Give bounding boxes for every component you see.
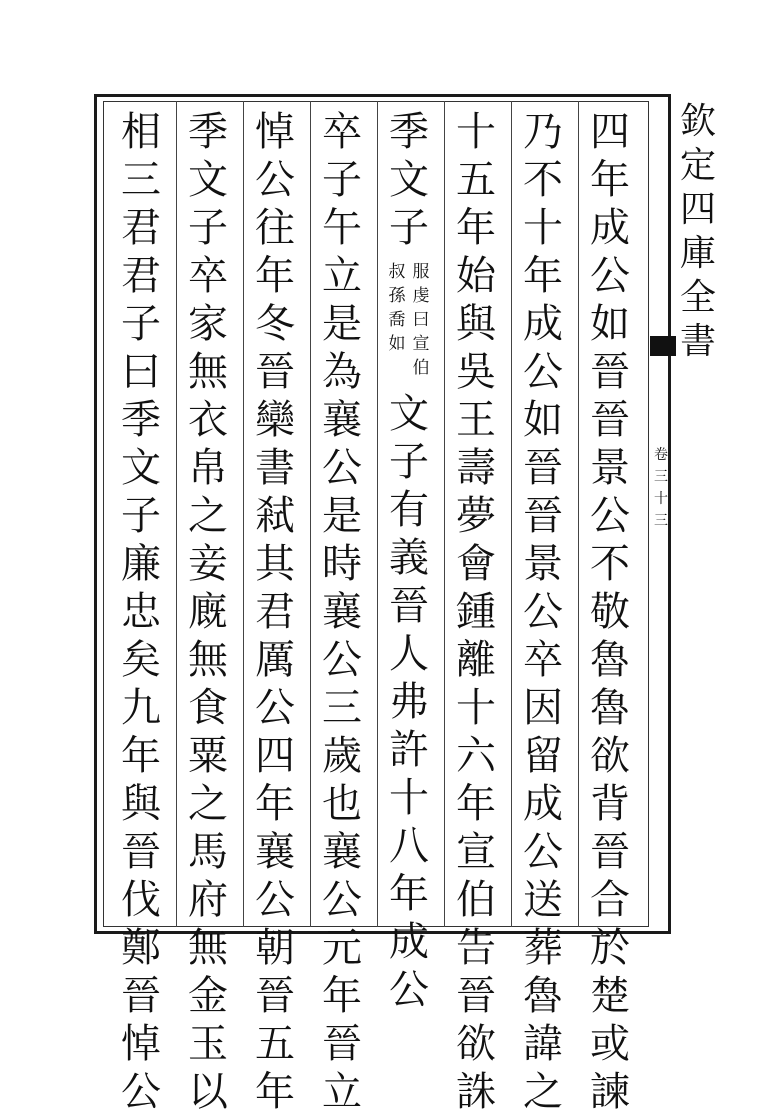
margin-title-char: 書 [679,321,716,362]
text-char: 年 [456,781,496,827]
text-char: 君 [121,253,161,299]
text-char: 卒 [322,109,362,155]
text-char: 年 [590,157,630,203]
text-char: 之 [188,781,228,827]
text-char: 妾 [188,541,228,587]
text-char: 五 [456,157,496,203]
text-char: 誅 [456,1069,496,1115]
text-char: 家 [188,301,228,347]
text-char: 年 [255,253,295,299]
text-char: 襄 [255,829,295,875]
text-char: 年 [255,781,295,827]
text-char: 之 [188,493,228,539]
margin-volume-label [646,444,676,532]
text-char: 忠 [121,589,161,635]
text-char: 卒 [523,637,563,683]
text-char: 也 [322,781,362,827]
text-char: 公 [523,349,563,395]
text-char: 年 [255,1069,295,1115]
text-char: 義 [389,535,429,581]
fishtail-mark [650,336,676,356]
text-char: 子 [121,301,161,347]
volume-char: 卷 [654,447,668,463]
text-char: 是 [322,301,362,347]
column-rule [176,101,177,927]
text-char: 悼 [121,1021,161,1067]
text-char: 晉 [121,829,161,875]
text-char: 文 [188,157,228,203]
text-char: 合 [590,877,630,923]
text-char: 季 [188,109,228,155]
text-char: 公 [523,589,563,635]
text-char: 粟 [188,733,228,779]
text-char: 子 [389,205,429,251]
text-char: 年 [456,205,496,251]
text-char: 如 [523,397,563,443]
text-char: 如 [590,301,630,347]
text-char: 與 [121,781,161,827]
text-char: 悼 [255,109,295,155]
text-char: 楚 [590,973,630,1019]
text-char: 人 [389,631,429,677]
column-rule [377,101,378,927]
text-char: 廐 [188,589,228,635]
text-char: 年 [322,973,362,1019]
margin-book-title [676,100,720,364]
text-char: 始 [456,253,496,299]
text-char: 晉 [523,445,563,491]
annotation-note [387,260,431,386]
text-char: 欲 [456,1021,496,1067]
text-char: 襄 [322,397,362,443]
text-char: 晉 [590,397,630,443]
volume-char: 三 [654,469,668,485]
text-char: 午 [322,205,362,251]
text-char: 晉 [523,493,563,539]
text-column [115,108,167,1116]
text-char: 於 [590,925,630,971]
text-char: 魯 [590,685,630,731]
text-char: 弗 [389,679,429,725]
text-char: 王 [456,397,496,443]
text-char: 許 [389,727,429,773]
text-char: 景 [523,541,563,587]
column-rule [511,101,512,927]
text-char: 朝 [255,925,295,971]
text-char: 魯 [590,637,630,683]
text-char: 四 [255,733,295,779]
column-rule [578,101,579,927]
text-char: 冬 [255,301,295,347]
text-char: 季 [389,109,429,155]
text-char: 成 [590,205,630,251]
text-char: 是 [322,493,362,539]
text-char: 曰 [121,349,161,395]
text-char: 公 [322,637,362,683]
text-char: 會 [456,541,496,587]
margin-title-char: 四 [679,189,716,230]
text-char: 欲 [590,733,630,779]
text-char: 子 [188,205,228,251]
text-char: 以 [188,1069,228,1115]
text-char: 書 [255,445,295,491]
text-char: 吳 [456,349,496,395]
text-char: 公 [255,157,295,203]
text-char: 十 [456,685,496,731]
text-column [584,108,636,1116]
text-char: 無 [188,637,228,683]
margin-title-char: 全 [679,277,716,318]
text-char: 年 [389,871,429,917]
text-char: 九 [121,685,161,731]
volume-char: 十 [654,491,668,507]
text-char: 晉 [255,349,295,395]
margin-title-char: 欽 [679,101,716,142]
annotation-line: 服 虔 曰 宣 伯 [412,262,430,378]
text-char: 之 [523,1069,563,1115]
text-char: 往 [255,205,295,251]
text-char: 四 [590,109,630,155]
text-char: 晉 [590,829,630,875]
text-char: 有 [389,487,429,533]
text-char: 相 [121,109,161,155]
text-char: 伐 [121,877,161,923]
text-char: 告 [456,925,496,971]
text-char: 矣 [121,637,161,683]
column-rule [243,101,244,927]
text-char: 晉 [456,973,496,1019]
text-char: 馬 [188,829,228,875]
text-char: 歲 [322,733,362,779]
annotation-line: 叔 孫 喬 如 [388,262,406,354]
text-char: 壽 [456,445,496,491]
text-char: 金 [188,973,228,1019]
text-column [517,108,569,1116]
text-char: 公 [389,967,429,1013]
text-char: 送 [523,877,563,923]
column-rule [310,101,311,927]
text-char: 子 [389,439,429,485]
text-char: 府 [188,877,228,923]
text-char: 十 [456,109,496,155]
text-char: 公 [255,685,295,731]
text-char: 時 [322,541,362,587]
text-char: 成 [523,301,563,347]
text-char: 公 [121,1069,161,1115]
text-char: 三 [322,685,362,731]
text-char: 君 [121,205,161,251]
text-char: 鍾 [456,589,496,635]
text-char: 魯 [523,973,563,1019]
text-char: 為 [322,349,362,395]
text-char: 襄 [322,829,362,875]
text-char: 葬 [523,925,563,971]
text-char: 成 [523,781,563,827]
text-char: 不 [523,157,563,203]
text-char: 公 [255,877,295,923]
text-char: 弒 [255,493,295,539]
text-char: 年 [121,733,161,779]
text-char: 卒 [188,253,228,299]
text-char: 元 [322,925,362,971]
text-char: 文 [389,157,429,203]
text-char: 敬 [590,589,630,635]
text-char: 厲 [255,637,295,683]
text-char: 不 [590,541,630,587]
text-char: 季 [121,397,161,443]
text-char: 玉 [188,1021,228,1067]
text-char: 子 [121,493,161,539]
text-char: 年 [523,253,563,299]
text-char: 公 [590,493,630,539]
text-column [182,108,234,1116]
text-column [249,108,301,1116]
text-char: 衣 [188,397,228,443]
text-char: 成 [389,919,429,965]
text-char: 立 [322,253,362,299]
text-char: 公 [523,829,563,875]
text-char: 景 [590,445,630,491]
text-char: 與 [456,301,496,347]
text-char: 晉 [255,973,295,1019]
text-char: 晉 [121,973,161,1019]
text-char: 六 [456,733,496,779]
text-char: 背 [590,781,630,827]
text-char: 君 [255,589,295,635]
text-char: 無 [188,349,228,395]
text-char: 文 [389,391,429,437]
text-char: 公 [590,253,630,299]
text-char: 子 [322,157,362,203]
text-char: 伯 [456,877,496,923]
text-char: 留 [523,733,563,779]
text-char: 晉 [590,349,630,395]
text-char: 宣 [456,829,496,875]
text-char: 離 [456,637,496,683]
column-rule [444,101,445,927]
text-char: 晉 [322,1021,362,1067]
text-char: 諫 [590,1069,630,1115]
text-char: 諱 [523,1021,563,1067]
text-char: 五 [255,1021,295,1067]
text-char: 欒 [255,397,295,443]
text-char: 夢 [456,493,496,539]
volume-char: 三 [654,513,668,529]
text-char: 公 [322,877,362,923]
text-char: 無 [188,925,228,971]
text-char: 帛 [188,445,228,491]
text-char: 或 [590,1021,630,1067]
text-char: 因 [523,685,563,731]
text-column [316,108,368,1116]
text-char: 三 [121,157,161,203]
text-char: 立 [322,1069,362,1115]
text-column [450,108,502,1116]
text-char: 鄭 [121,925,161,971]
text-char: 其 [255,541,295,587]
text-char: 十 [389,775,429,821]
text-column [383,108,435,1014]
text-char: 十 [523,205,563,251]
text-char: 食 [188,685,228,731]
margin-title-char: 定 [679,145,716,186]
text-char: 襄 [322,589,362,635]
text-char: 文 [121,445,161,491]
text-char: 八 [389,823,429,869]
text-char: 晉 [389,583,429,629]
text-char: 乃 [523,109,563,155]
text-char: 廉 [121,541,161,587]
margin-title-char: 庫 [679,233,716,274]
text-char: 公 [322,445,362,491]
